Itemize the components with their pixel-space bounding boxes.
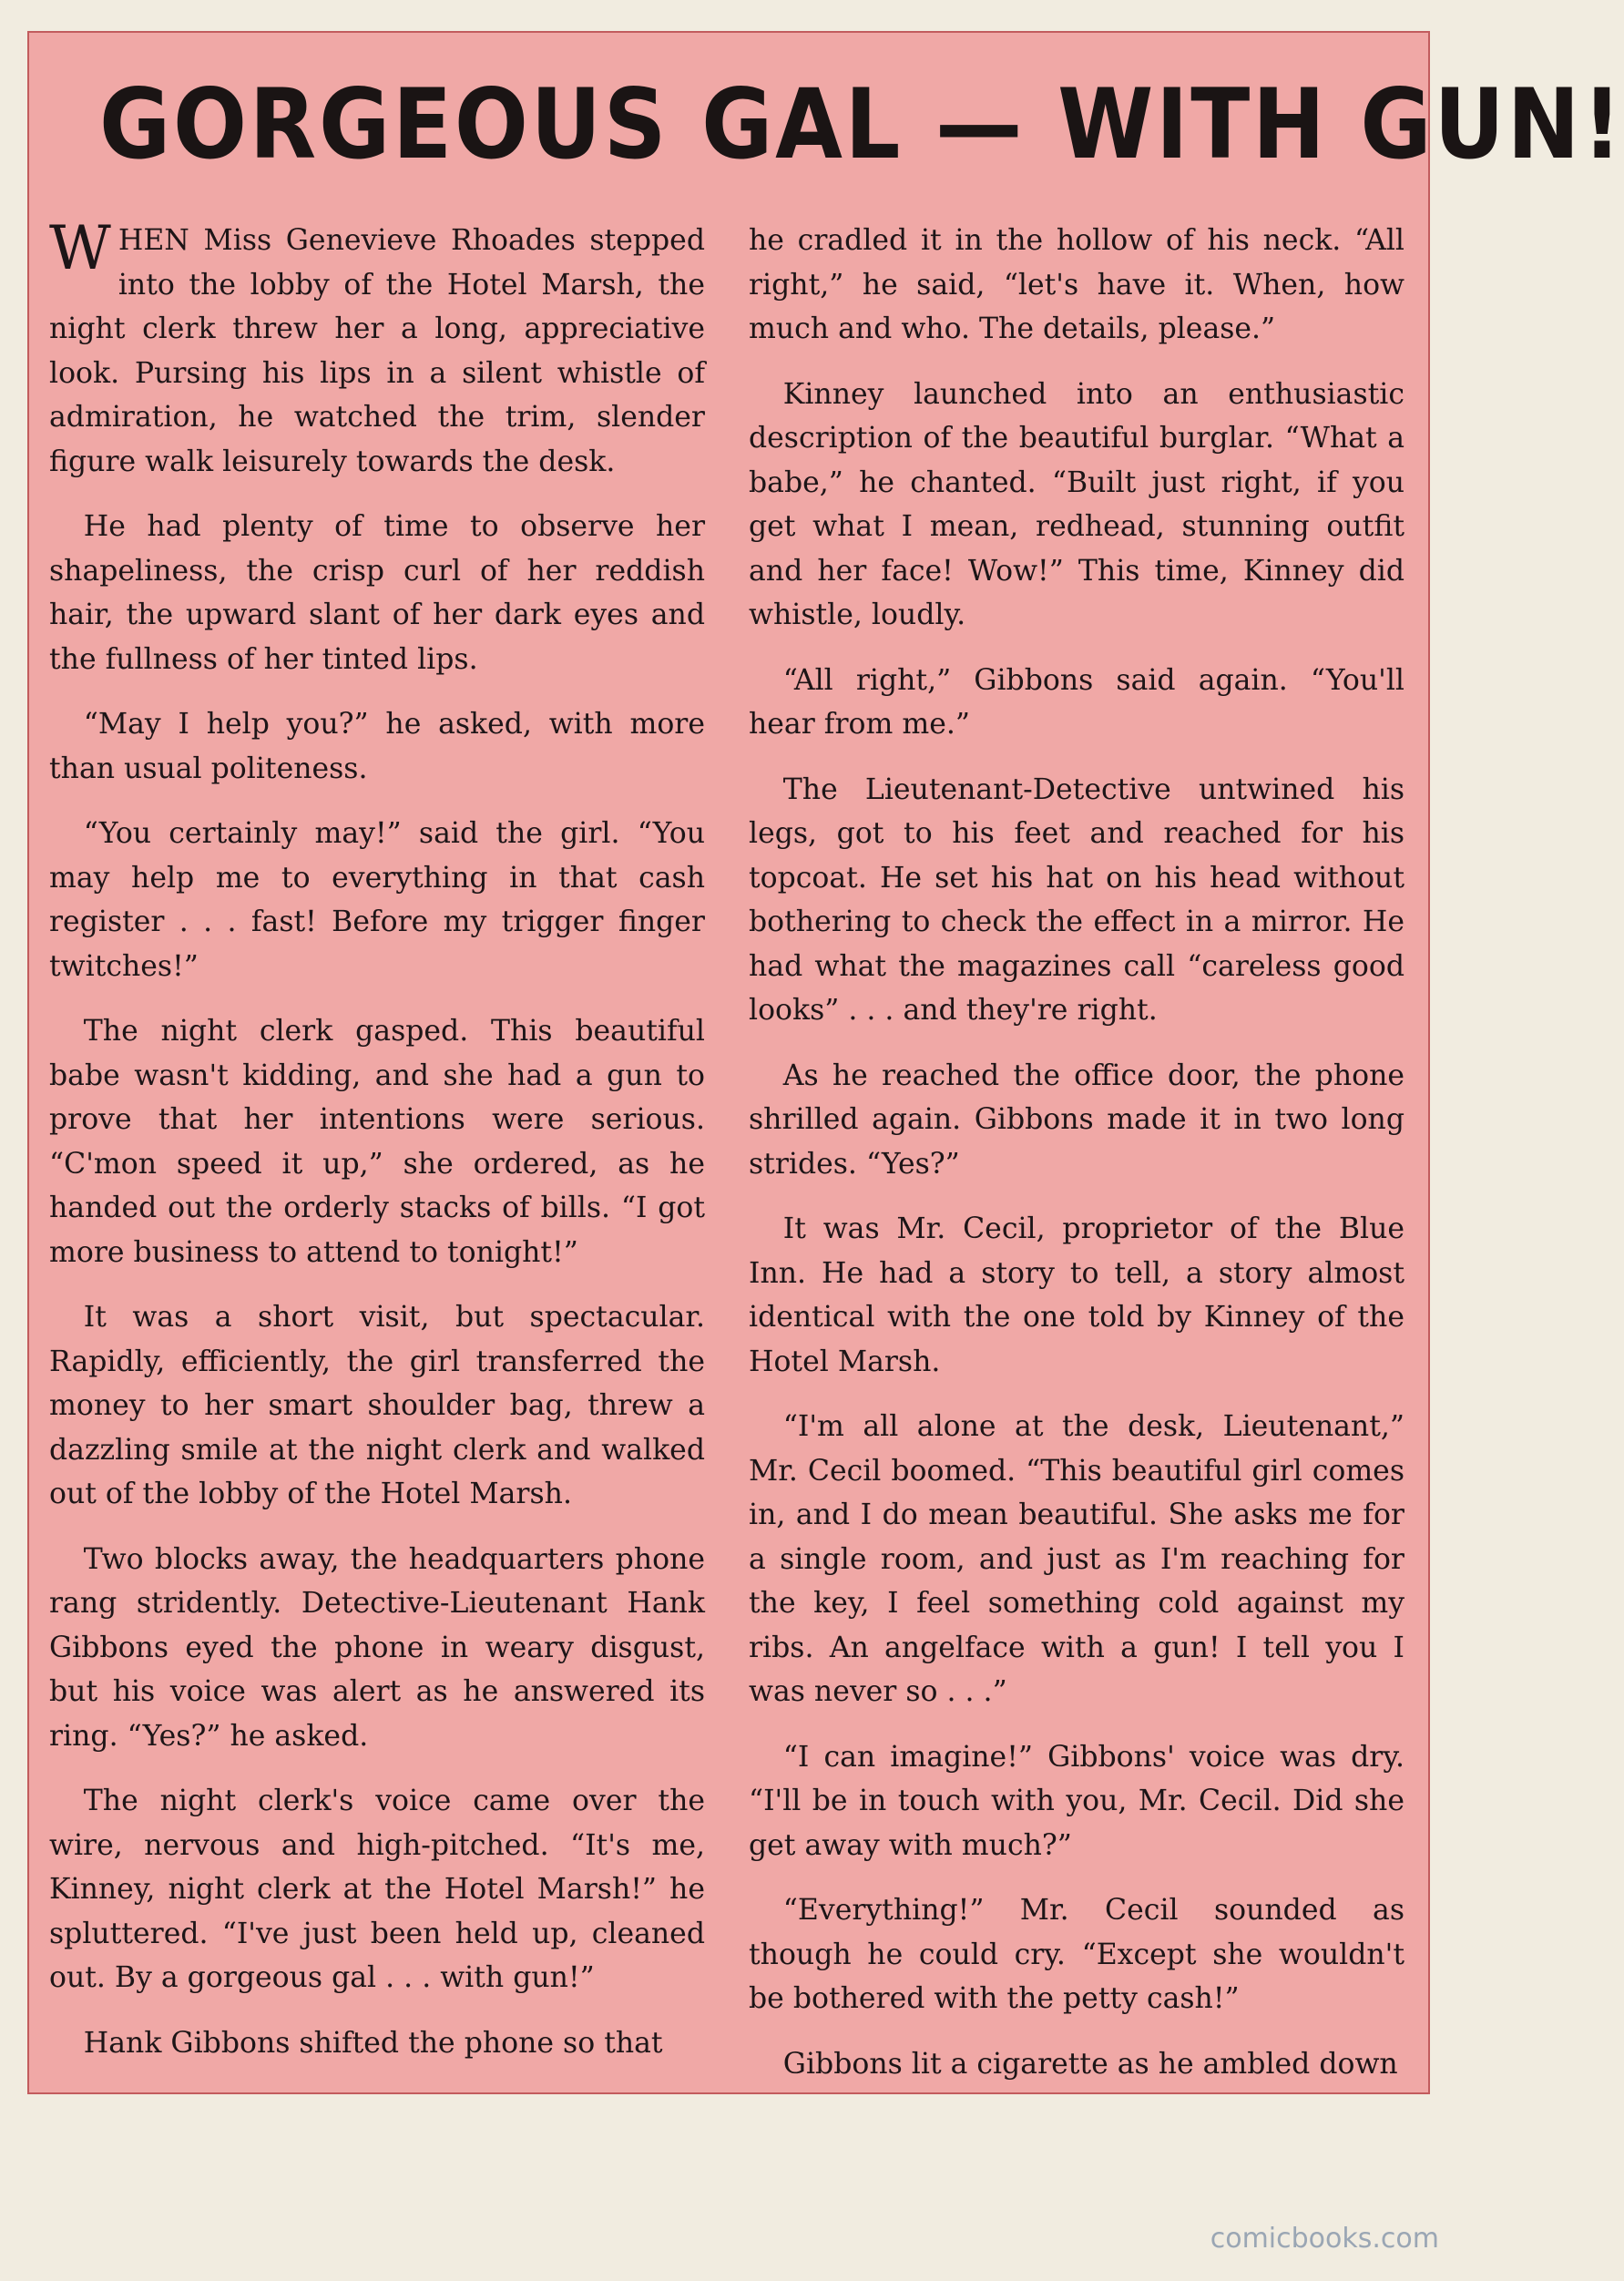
paragraph: he cradled it in the hollow of his neck. “All right,” he said, “let's have it. When, how much and who. The details, please.”	[749, 224, 1404, 345]
story-panel	[27, 31, 1624, 2094]
text-column-left	[49, 213, 705, 2077]
paragraph: “I can imagine!” Gibbons' voice was dry. “I'll be in touch with you, Mr. Cecil. Did she get away with much?”	[749, 1740, 1404, 1862]
text-column-right	[749, 219, 1404, 2081]
paragraph: Hank Gibbons shifted the phone so that	[83, 2026, 663, 2060]
paragraph: “I'm all alone at the desk, Lieutenant,” Mr. Cecil boomed. “This beautiful girl comes in, and I do mean beautiful. She asks me for a single room, and just as I'm reaching for the key, I feel something cold against my ribs. An angelface with a gun! I tell you I was never so . . .”	[749, 1410, 1404, 1708]
paragraph: “You certainly may!” said the girl. “You may help me to everything in that cash register . . . fast! Before my trigger finger twitches!”	[49, 817, 705, 983]
paragraph: Gibbons lit a cigarette as he ambled down	[782, 2047, 1398, 2081]
paragraph: “All right,” Gibbons said again. “You'll hear from me.”	[749, 663, 1404, 741]
paragraph: “Everything!” Mr. Cecil sounded as though he could cry. “Except she wouldn't be bothered with the petty cash!”	[749, 1894, 1404, 2015]
story-headline: GORGEOUS GAL — WITH GUN!	[99, 68, 1624, 180]
paragraph: As he reached the office door, the phone shrilled again. Gibbons made it in two long strides. “Yes?”	[749, 1059, 1404, 1181]
paragraph: The night clerk's voice came over the wire, nervous and high-pitched. “It's me, Kinney, night clerk at the Hotel Marsh!” he spluttered. “I've just been held up, cleaned out. By a gorgeous gal . . . with gun!”	[49, 1785, 705, 1994]
paragraph: It was Mr. Cecil, proprietor of the Blue Inn. He had a story to tell, a story almost identical with the one told by Kinney of the Hotel Marsh.	[749, 1212, 1404, 1378]
paragraph: He had plenty of time to observe her shapeliness, the crisp curl of her reddish hair, the upward slant of her dark eyes and the fullness of her tinted lips.	[49, 510, 705, 676]
paragraph: Kinney launched into an enthusiastic description of the beautiful burglar. “What a babe,” he chanted. “Built just right, if you get what I mean, redhead, stunning outfit and her face! Wow!” This time, Kinney did whistle, loudly.	[749, 377, 1404, 631]
paragraph: “May I help you?” he asked, with more than usual politeness.	[49, 708, 705, 785]
paragraph: The Lieutenant-Detective untwined his legs, got to his feet and reached for his topcoat. He set his hat on his head without bothering to check the effect in a mirror. He had what the magazines call “careless good looks” . . . and they're right.	[749, 772, 1404, 1027]
drop-cap: W	[49, 213, 111, 283]
paragraph: It was a short visit, but spectacular. Rapidly, efficiently, the girl transferred the money to her smart shoulder bag, threw a dazzling smile at the night clerk and walked out of the lobby of the Hotel Marsh.	[49, 1301, 705, 1510]
paragraph: The night clerk gasped. This beautiful babe wasn't kidding, and she had a gun to prove that her intentions were serious. “C'mon speed it up,” she ordered, as he handed out the orderly stacks of bills. “I got more business to attend to tonight!”	[49, 1015, 705, 1269]
paragraph: Two blocks away, the headquarters phone rang stridently. Detective-Lieutenant Hank Gibbons eyed the phone in weary disgust, but his voice was alert as he answered its ring. “Yes?” he asked.	[49, 1542, 705, 1753]
site-watermark: comicbooks.com	[1210, 2223, 1439, 2255]
paragraph-text: HEN Miss Genevieve Rhoades stepped into the lobby of the Hotel Marsh, the night clerk threw her a long, appreciative look. Pursing his lips in a silent whistle of admiration, he watched the trim, slender figure walk leisurely towards the desk.	[49, 224, 705, 478]
paragraph	[49, 213, 705, 484]
